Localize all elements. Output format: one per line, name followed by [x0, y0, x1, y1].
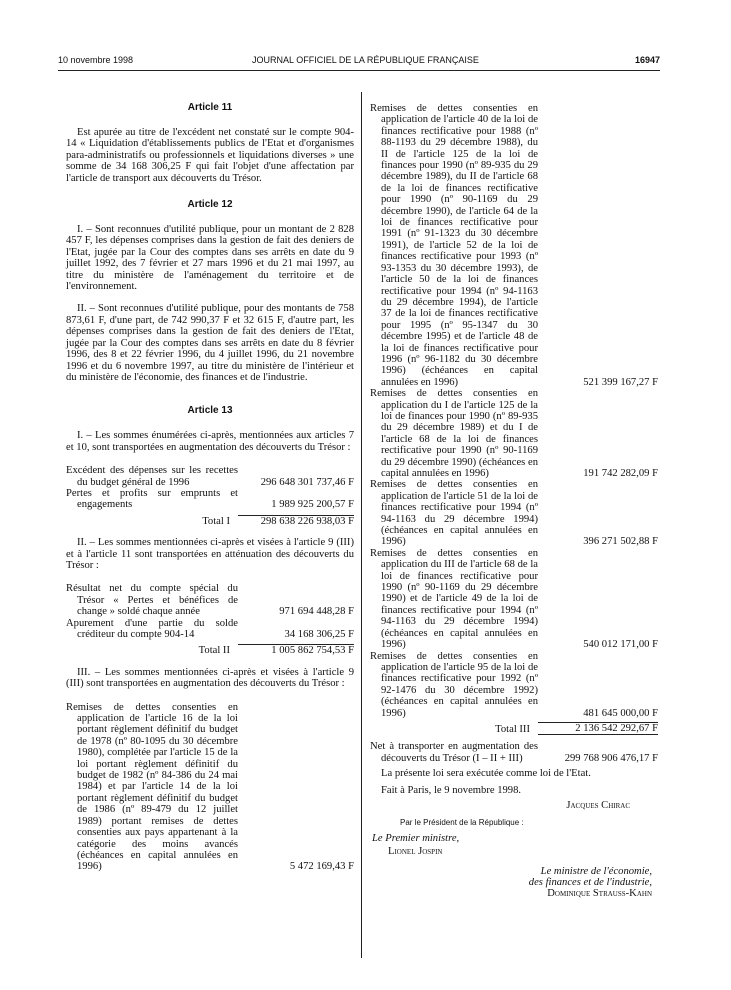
article-13-para-1: I. – Les sommes énumérées ci-après, mentionnées aux articles 7 et 10, sont transportées en augmentation des découverts du Trésor : — [66, 430, 354, 453]
total-amount: 2 136 542 292,67 F — [538, 722, 658, 735]
table-row — [370, 548, 658, 651]
table-total-row — [370, 722, 658, 735]
place-and-date: Fait à Paris, le 9 novembre 1998. — [381, 784, 522, 796]
row-label: Remises de dettes consenties en application de l'article 40 de la loi de finances rectificative pour 1988 (nº 88-1193 du 29 décembre 1988), du II de l'article 125 de la loi de finances pour 1990 (nº 89-935 du 29 décembre 1989), du II de l'article 68 de la loi de finances rectificative pour 1990 (nº 90-1169 du 29 décembre 1990), de l'article 64 de la loi de finances rectificative pour 1991 (nº 91-1323 du 30 décembre 1991), de l'article 52 de la loi de finances rectificative pour 1993 (nº 93-1353 du 30 décembre 1993), de l'article 50 de la loi de finances rectificative pour 1994 (nº 94-1163 du 29 décembre 1994), de l'article 37 de la loi de finances rectificative pour 1995 (nº 95-1347 du 30 décembre 1995) et de l'article 48 de la loi de finances rectificative pour 1996 (nº 96-1182 du 30 décembre 1996) (échéances en capital annulées en 1996) — [370, 103, 538, 388]
header-date: 10 novembre 1998 — [58, 55, 134, 65]
table-row — [370, 651, 658, 719]
row-amount: 521 399 167,27 F — [583, 376, 658, 388]
column-divider — [361, 92, 362, 958]
article-11-title: Article 11 — [187, 102, 233, 113]
article-13-title: Article 13 — [187, 405, 233, 417]
president-signature: Jacques Chirac — [566, 799, 630, 811]
table-1 — [66, 465, 354, 527]
row-label: Remises de dettes consenties en application de l'article 16 de la loi portant règlement définitif du budget de 1978 (nº 80-1095 du 30 décembre 1980), complétée par l'article 15 de la loi portant règlement définitif du budget de 1982 (nº 84-386 du 24 mai 1984) et par l'article 14 de la loi portant règlement définitif du budget de 1986 (nº 89-479 du 12 juillet 1989) portant remises de dettes consenties aux pays appartenant à la catégorie des moins avancés (échéances en capital annulées en 1996) — [66, 701, 238, 873]
total-label: Total II — [198, 645, 230, 657]
total-label: Total III — [495, 723, 530, 735]
header-journal-title: JOURNAL OFFICIEL DE LA RÉPUBLIQUE FRANÇAISE — [252, 55, 479, 65]
right-column — [370, 103, 658, 900]
row-amount: 540 012 171,00 F — [583, 639, 658, 651]
closing-formula: La présente loi sera exécutée comme loi de l'Etat. — [381, 768, 591, 780]
row-amount: 396 271 502,88 F — [583, 536, 658, 548]
table-row — [66, 583, 354, 617]
row-label: Pertes et profits sur emprunts et engagements — [66, 487, 238, 511]
article-13-para-3: III. – Les sommes mentionnées ci-après et visées à l'article 9 (III) sont transportées en augmentation des découverts du Trésor : — [66, 666, 354, 690]
total-amount: 1 005 862 754,53 F — [238, 644, 354, 656]
prime-minister-title: Le Premier ministre, — [372, 832, 460, 844]
by-the-president: Par le Président de la République : — [400, 818, 524, 828]
header-rule — [58, 70, 660, 71]
table-2 — [66, 583, 354, 656]
left-column — [66, 102, 354, 873]
row-label: Excédent des dépenses sur les recettes du budget général de 1996 — [66, 465, 238, 488]
row-amount: 971 694 448,28 F — [279, 606, 354, 618]
table-row — [370, 388, 658, 479]
header-page-number: 16947 — [634, 55, 660, 65]
minister-name: Dominique Strauss-Kahn — [547, 888, 652, 900]
total-label: Total I — [202, 515, 230, 527]
table-total-row — [66, 644, 354, 656]
row-label: Apurement d'une partie du solde créditeur du compte 904-14 — [66, 617, 238, 640]
table-row — [370, 103, 658, 388]
row-amount: 296 648 301 737,46 F — [260, 476, 354, 488]
article-11-text: Est apurée au titre de l'excédent net constaté sur le compte 904-14 « Liquidation d'établissements publics de l'Etat et d'organismes para-administratifs ou professionnels et liquidations diverses » une somme de 34 168 306,25 F qui fait l'objet d'une affectation par l'article de transport aux découverts du Trésor. — [66, 127, 354, 184]
table-3-first-row — [66, 702, 354, 873]
row-label: Remises de dettes consenties en application du III de l'article 68 de la loi de finances rectificative pour 1990 (nº 90-1169 du 29 décembre 1990) et de l'article 49 de la loi de finances rectificative pour 1994 (nº 94-1163 du 29 décembre 1994) (échéances en capital annulées en 1996) — [370, 547, 538, 651]
article-12-para-1: I. – Sont reconnues d'utilité publique, pour un montant de 2 828 457 F, les dépenses comprises dans la gestion de fait des deniers de l'Etat, jugée par la Cour des comptes dans ses arrêts en date du 9 juillet 1992, des 7 février et 27 mars 1996 et du 21 mai 1997, au titre du ministère de l'aménagement du territoire et de l'environnement. — [66, 224, 354, 293]
minister-title-line-2: des finances et de l'industrie, — [528, 877, 652, 888]
net-transport-amount: 299 768 906 476,17 F — [564, 752, 658, 764]
minister-title-line-1: Le ministre de l'économie, — [540, 865, 652, 877]
row-label: Remises de dettes consenties en application du I de l'article 125 de la loi de finances pour 1990 (nº 89-935 du 29 décembre 1989) et du I de l'article 68 de la loi de finances rectificative pour 1990 (nº 90-1169 du 29 décembre 1990) (échéances en capital annulées en 1996) — [370, 388, 538, 479]
row-label: Résultat net du compte spécial du Trésor « Pertes et bénéfices de change » soldé chaque année — [66, 583, 238, 618]
table-row — [66, 488, 354, 511]
row-amount: 5 472 169,43 F — [289, 861, 354, 873]
table-row — [370, 479, 658, 547]
total-amount: 298 638 226 938,03 F — [238, 515, 354, 527]
article-12-title: Article 12 — [187, 199, 233, 211]
table-row — [66, 702, 354, 873]
prime-minister-name: Lionel Jospin — [388, 846, 443, 858]
table-row — [66, 465, 354, 488]
net-transport-label: Net à transporter en augmentation des découverts du Trésor (I – II + III) — [370, 741, 538, 764]
row-amount: 191 742 282,09 F — [583, 468, 658, 479]
article-13-para-2: II. – Les sommes mentionnées ci-après et visées à l'article 9 (III) et à l'article 11 sont transportées en atténuation des découverts du Trésor : — [66, 537, 354, 571]
row-amount: 34 168 306,25 F — [284, 629, 354, 640]
net-transport-row — [370, 741, 658, 764]
table-3 — [370, 103, 658, 735]
row-label: Remises de dettes consenties en application de l'article 51 de la loi de finances rectificative pour 1994 (nº 94-1163 du 29 décembre 1994) (échéances en capital annulées en 1996) — [370, 479, 538, 548]
row-label: Remises de dettes consenties en application de l'article 95 de la loi de finances rectificative pour 1992 (nº 92-1476 du 30 décembre 1992) (échéances en capital annulées en 1996) — [370, 650, 538, 719]
row-amount: 1 989 925 200,57 F — [271, 499, 354, 511]
row-amount: 481 645 000,00 F — [583, 707, 658, 719]
table-total-row — [66, 515, 354, 527]
table-row — [66, 618, 354, 641]
article-12-para-2: II. – Sont reconnues d'utilité publique, pour des montants de 758 873,61 F, d'une part, de 742 990,37 F et 32 615 F, d'autre part, les dépenses comprises dans la gestion de fait des deniers de l'Etat, jugée par la Cour des comptes dans ses arrêts en date du 8 février 1996, des 8 et 22 février 1996, du 4 juillet 1996, du 21 novembre 1996 et du 6 novembre 1997, au titre du ministère de l'intérieur et du ministère de l'économie, des finances et de l'industrie. — [66, 303, 354, 383]
